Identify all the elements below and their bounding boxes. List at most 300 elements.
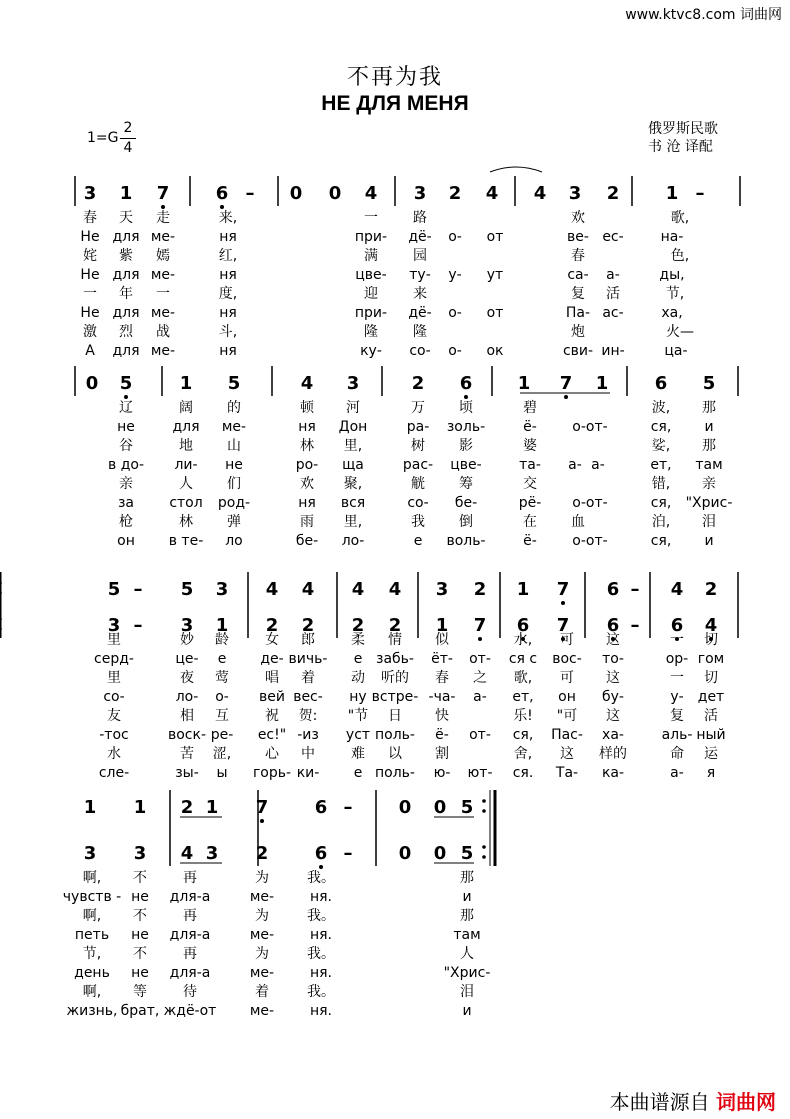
lyric-syllable: "Хрис- [685,495,733,511]
lyric-syllable: 顷 [459,400,473,416]
note: 2 [351,615,365,636]
note: 3 [180,615,194,636]
lyric-syllable: ор- [665,651,689,667]
source-footer [610,1086,776,1115]
note: 6 [654,373,668,394]
note: 0 [85,373,99,394]
key-signature: 1=G [87,130,119,146]
lyric-syllable: 运 [704,746,718,762]
lyric-syllable: 这 [560,746,574,762]
note: – [630,579,640,600]
lyric-syllable: 红, [218,248,238,264]
repeat-dot [482,799,486,803]
lyric-syllable: 再 [183,946,197,962]
octave-dot-below [464,395,468,399]
footer-brand: 词曲网 [716,1090,776,1114]
note: – [343,843,353,864]
lyric-syllable: о-от- [572,419,608,435]
note: 4 [364,183,378,204]
lyric-syllable: 战 [156,324,170,340]
lyric-syllable: поль- [375,765,415,781]
note: 2 [301,615,315,636]
lyric-syllable: не [131,965,149,981]
lyric-syllable: 节, [665,286,685,302]
lyric-syllable: ёт- [431,651,453,667]
lyric-syllable: ку- [360,343,382,359]
lyric-syllable: Не [80,229,100,245]
lyric-syllable: ра- [406,419,430,435]
note: 2 [255,843,269,864]
lyric-syllable: са- [567,267,589,283]
note: 0 [328,183,342,204]
lyric-syllable: ло- [175,689,199,705]
lyric-syllable: от [486,305,504,321]
lyric-syllable: со- [409,343,431,359]
lyric-syllable: 一 [670,670,684,686]
note: 2 [448,183,462,204]
lyric-syllable: гом [697,651,725,667]
lyric-syllable: Та- [555,765,579,781]
lyric-syllable: о- [448,229,462,245]
note: 7 [556,615,570,636]
lyric-syllable: род- [217,495,251,511]
lyric-syllable: ща [342,457,364,473]
lyric-syllable: 泊, [651,514,671,530]
lyric-syllable: 嫣 [156,248,170,264]
lyric-syllable: ет, [512,689,534,705]
note: 4 [485,183,499,204]
lyric-syllable: ня. [309,1003,333,1019]
lyric-syllable: 可 [560,632,574,648]
lyric-syllable: -из [297,727,319,743]
note: 7 [473,615,487,636]
lyric-syllable: 相 [180,708,194,724]
lyric-syllable: 来 [413,286,427,302]
lyric-syllable: дет [697,689,725,705]
lyric-syllable: а- [473,689,487,705]
lyric-syllable: 走 [156,210,170,226]
lyric-syllable: 心 [265,746,279,762]
lyric-syllable: Дон [338,419,368,435]
lyric-syllable: ся, [512,727,534,743]
lyric-syllable: ы [216,765,228,781]
lyric-syllable: 路 [413,210,427,226]
song-title-russian: НЕ ДЛЯ МЕНЯ [321,92,469,115]
lyric-syllable: ме- [249,889,275,905]
note: 0 [398,797,412,818]
lyric-syllable: 割 [435,746,449,762]
lyric-syllable: а- [568,457,582,473]
lyric-syllable: Не [80,267,100,283]
note: 3 [83,183,97,204]
lyric-syllable: Па- [565,305,591,321]
lyric-syllable: 碧 [523,400,537,416]
lyric-syllable: 隆 [413,324,427,340]
lyric-syllable: 色, [670,248,690,264]
lyric-syllable: ас- [602,305,624,321]
repeat-dot [0,617,2,621]
lyric-syllable: 林 [300,438,314,454]
lyric-syllable: при- [354,229,388,245]
lyric-syllable: от- [469,651,491,667]
note: 5 [119,373,133,394]
lyric-syllable: дё- [408,305,432,321]
lyric-syllable: горь- [252,765,292,781]
lyric-syllable: забь- [376,651,414,667]
lyric-syllable: 这 [606,632,620,648]
note: – [133,579,143,600]
lyric-syllable: 莺 [215,670,229,686]
lyric-syllable: 这 [606,708,620,724]
note: 2 [411,373,425,394]
lyric-syllable: 错, [651,476,671,492]
note: 1 [517,373,531,394]
lyric-syllable: 友 [107,708,121,724]
lyric-syllable: е [217,651,227,667]
repeat-dot [0,627,2,631]
lyric-syllable: ли- [174,457,198,473]
lyric-syllable: 紫 [119,248,133,264]
note: – [343,797,353,818]
lyric-syllable: воль- [446,533,486,549]
lyric-syllable: день [74,965,110,981]
lyric-syllable: аль- [661,727,693,743]
lyric-syllable: 啊, [82,870,102,886]
lyric-syllable: ме- [221,419,247,435]
time-signature-top: 2 [123,120,133,136]
lyric-syllable: о- [448,343,462,359]
lyric-syllable: и [704,419,714,435]
lyric-syllable: 不 [133,870,147,886]
lyric-syllable: 林 [179,514,193,530]
lyric-syllable: 命 [670,746,684,762]
note: 5 [460,843,474,864]
lyric-syllable: 觥 [411,476,425,492]
lyric-syllable: бе- [295,533,319,549]
note: 3 [568,183,582,204]
note: 1 [215,615,229,636]
lyric-syllable: -ча- [428,689,456,705]
lyric-syllable: ся с [508,651,538,667]
lyric-syllable: ме- [150,343,176,359]
lyric-syllable: ждё-от [163,1003,217,1019]
lyric-syllable: 夜 [180,670,194,686]
lyric-syllable: ха, [661,305,683,321]
footer-prefix: 本曲谱源自 [609,1090,710,1114]
lyric-syllable: 一 [83,286,97,302]
lyric-syllable: 歌, [513,670,533,686]
note: 7 [556,579,570,600]
lyric-syllable: ё- [523,533,537,549]
lyric-syllable: для [112,343,140,359]
note: – [695,183,705,204]
lyric-syllable: 里 [107,632,121,648]
lyric-syllable: "节 [347,708,369,724]
lyric-syllable: 不 [133,946,147,962]
note: 1 [665,183,679,204]
note: 3 [83,843,97,864]
lyric-syllable: ин- [601,343,625,359]
lyric-syllable: 春 [435,670,449,686]
lyric-syllable: на- [660,229,684,245]
lyric-syllable: ну [349,689,367,705]
lyric-syllable: ки- [296,765,320,781]
note: 5 [227,373,241,394]
lyric-syllable: 顿 [300,400,314,416]
lyric-syllable: для [112,267,140,283]
lyric-syllable: 满 [364,248,378,264]
lyric-syllable: 春 [83,210,97,226]
lyric-syllable: для [172,419,200,435]
octave-dot-below [260,819,264,823]
note: 3 [133,843,147,864]
lyric-syllable: а- [606,267,620,283]
lyric-syllable: в до- [108,457,144,473]
lyric-syllable: 待 [183,984,197,1000]
lyric-syllable: ка- [601,765,625,781]
lyric-syllable: цве- [355,267,387,283]
repeat-dot [0,581,2,585]
lyric-syllable: 日 [388,708,402,724]
note: 7 [156,183,170,204]
lyric-syllable: 烈 [119,324,133,340]
lyric-syllable: 在 [523,514,537,530]
lyric-syllable: 泪 [460,984,474,1000]
lyric-syllable: 我。 [307,870,335,886]
lyric-syllable: 难 [351,746,365,762]
note: 1 [435,615,449,636]
note: 6 [516,615,530,636]
lyric-syllable: 祝 [265,708,279,724]
lyric-syllable: е [353,651,363,667]
lyric-syllable: 婆 [523,438,537,454]
lyric-syllable: 动 [351,670,365,686]
lyric-syllable: 那 [702,400,716,416]
note: 6 [215,183,229,204]
lyric-syllable: -тос [99,727,129,743]
note: 6 [670,615,684,636]
lyric-syllable: 舍, [513,746,533,762]
note: 2 [704,579,718,600]
lyric-syllable: ня [219,229,237,245]
lyric-syllable: ме- [249,965,275,981]
lyric-syllable: ся, [650,419,672,435]
lyric-syllable: 波, [651,400,671,416]
lyric-syllable: вичь- [288,651,328,667]
note: 4 [265,579,279,600]
lyric-syllable: ут [486,267,504,283]
note: – [630,615,640,636]
lyric-syllable: ок [486,343,504,359]
lyric-syllable: ня [219,267,237,283]
lyric-syllable: 妙 [180,632,194,648]
lyric-syllable: о-от- [572,533,608,549]
lyric-syllable: 贺: [298,708,318,724]
note: 4 [388,579,402,600]
lyric-syllable: 复 [571,286,585,302]
note: 6 [606,579,620,600]
lyric-syllable: 枪 [119,514,133,530]
lyric-syllable: вся [340,495,366,511]
lyric-syllable: у- [448,267,462,283]
lyric-syllable: не [131,889,149,905]
lyric-syllable: 园 [413,248,427,264]
lyric-syllable: ха- [602,727,624,743]
lyric-syllable: рё- [518,495,542,511]
lyric-syllable: уст [345,727,371,743]
lyric-syllable: 听的 [381,670,409,686]
lyric-syllable: де- [260,651,284,667]
lyric-syllable: 里 [107,670,121,686]
lyric-syllable: 河 [346,400,360,416]
lyric-syllable: ес- [602,229,624,245]
lyric-syllable: 为 [255,946,269,962]
lyric-syllable: для [112,305,140,321]
lyric-syllable: ё- [523,419,537,435]
lyric-syllable: 亲 [119,476,133,492]
lyric-syllable: 天 [119,210,133,226]
lyric-syllable: от [486,229,504,245]
lyric-syllable: 互 [215,708,229,724]
lyric-syllable: 切 [704,670,718,686]
lyric-syllable: 雨 [300,514,314,530]
lyric-syllable: 亲 [702,476,716,492]
lyric-syllable: 斗, [218,324,238,340]
note: 4 [670,579,684,600]
lyric-syllable: 弹 [227,514,241,530]
lyric-syllable: 阔 [179,400,193,416]
lyric-syllable: ся, [650,533,672,549]
lyric-syllable: для [112,229,140,245]
lyric-syllable: 人 [179,476,193,492]
lyric-syllable: ся. [512,765,534,781]
lyric-syllable: он [117,533,135,549]
lyric-syllable: 女 [265,632,279,648]
lyric-syllable: 年 [119,286,133,302]
lyric-syllable: 来, [218,210,238,226]
lyric-syllable: бе- [454,495,478,511]
octave-dot-below [319,865,323,869]
octave-dot-below [220,205,224,209]
lyric-syllable: ца- [664,343,688,359]
lyric-syllable: сви- [562,343,594,359]
repeat-dot [0,591,2,595]
note: 4 [351,579,365,600]
lyric-syllable: я [706,765,716,781]
lyric-syllable: 激 [83,324,97,340]
lyric-syllable: Не [80,305,100,321]
note: 1 [516,579,530,600]
note: 4 [533,183,547,204]
lyric-syllable: в те- [168,533,204,549]
lyric-syllable: 人 [460,946,474,962]
lyric-syllable: 们 [227,476,241,492]
lyric-syllable: 水, [513,632,533,648]
lyric-syllable: 水 [107,746,121,762]
lyric-syllable: 那 [702,438,716,454]
note: 3 [107,615,121,636]
lyric-syllable: у- [670,689,684,705]
lyric-syllable: он [558,689,576,705]
note: 2 [180,797,194,818]
lyric-syllable: не [117,419,135,435]
lyric-syllable: зы- [175,765,199,781]
lyric-syllable: при- [354,305,388,321]
lyric-syllable: 快 [435,708,449,724]
lyric-syllable: ло- [341,533,365,549]
note: 4 [704,615,718,636]
lyric-syllable: 地 [179,438,193,454]
lyric-syllable: 度, [218,286,238,302]
lyric-syllable: 一 [670,632,684,648]
lyric-syllable: для-а [169,927,211,943]
lyric-syllable: 炮 [571,324,585,340]
lyric-syllable: ня [298,495,316,511]
lyric-syllable: 我 [411,514,425,530]
lyric-syllable: ю- [433,765,451,781]
lyric-syllable: 血 [571,514,585,530]
note: – [133,615,143,636]
lyric-syllable: 我。 [307,984,335,1000]
lyric-syllable: 万 [411,400,425,416]
lyric-syllable: за [117,495,135,511]
lyric-syllable: 郎 [301,632,315,648]
lyric-syllable: "可 [556,708,578,724]
lyric-syllable: ня. [309,965,333,981]
lyric-syllable: 火— [666,324,694,340]
note: 1 [205,797,219,818]
note: 7 [255,797,269,818]
note: 1 [179,373,193,394]
lyric-syllable: а- [670,765,684,781]
lyric-syllable: чувств - [62,889,122,905]
note: 6 [606,615,620,636]
lyric-syllable: ре- [210,727,234,743]
note: 1 [595,373,609,394]
note: 2 [606,183,620,204]
lyric-syllable: ме- [150,229,176,245]
lyric-syllable: 以 [388,746,402,762]
lyric-syllable: 这 [606,670,620,686]
lyric-syllable: 里, [343,514,363,530]
lyric-syllable: жизнь, [66,1003,118,1019]
lyric-syllable: 复 [670,708,684,724]
lyric-syllable: ет, [650,457,672,473]
lyric-syllable: ня. [309,927,333,943]
lyric-syllable: поль- [375,727,415,743]
note: 4 [301,579,315,600]
lyric-syllable: дё- [408,229,432,245]
note: 5 [702,373,716,394]
lyric-syllable: 乐! [513,708,533,724]
note: 4 [300,373,314,394]
lyric-syllable: не [225,457,243,473]
note: 7 [559,373,573,394]
lyric-syllable: 一 [364,210,378,226]
lyric-syllable: ня [219,305,237,321]
lyric-syllable: 的 [227,400,241,416]
lyric-syllable: 我。 [307,946,335,962]
lyric-syllable: 啊, [82,908,102,924]
lyric-syllable: 柔 [351,632,365,648]
lyric-syllable: та- [519,457,541,473]
lyric-syllable: 山 [227,438,241,454]
lyric-syllable: 活 [704,708,718,724]
lyric-syllable: воск- [167,727,207,743]
note: 3 [205,843,219,864]
lyric-syllable: 谷 [119,438,133,454]
note: 6 [314,797,328,818]
